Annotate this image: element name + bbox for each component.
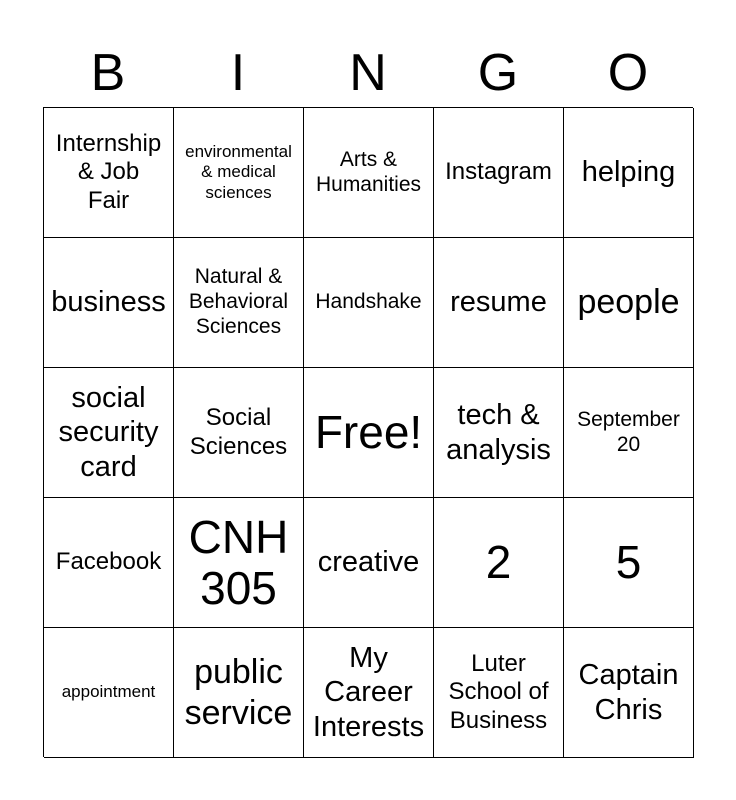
bingo-cell-r2-c4[interactable] [434, 238, 564, 368]
free-space-cell[interactable] [304, 368, 434, 498]
cell-label: tech & analysis [446, 399, 551, 466]
bingo-cell-r1-c2[interactable] [174, 108, 304, 238]
bingo-cell-r1-c4[interactable] [434, 108, 564, 238]
cell-label: Internship & Job Fair [55, 130, 162, 214]
cell-label: Instagram [445, 158, 552, 186]
bingo-cell-r3-c5[interactable] [564, 368, 694, 498]
cell-label: 2 [485, 536, 512, 589]
cell-label: Luter School of Business [448, 650, 549, 734]
bingo-cell-r2-c5[interactable] [564, 238, 694, 368]
cell-label: appointment [61, 682, 156, 702]
bingo-cell-r2-c2[interactable] [174, 238, 304, 368]
cell-label: September 20 [577, 407, 680, 456]
bingo-board [43, 107, 693, 757]
cell-label: environmental & medical sciences [185, 142, 292, 202]
bingo-cell-r5-c3[interactable] [304, 628, 434, 758]
cell-label: CNH 305 [188, 510, 289, 614]
cell-label: Facebook [55, 548, 162, 576]
header-letter-o: O [607, 44, 649, 102]
cell-label: creative [317, 546, 420, 579]
bingo-cell-r3-c1[interactable] [44, 368, 174, 498]
header-letter-b: B [90, 44, 126, 102]
bingo-header [43, 38, 693, 108]
cell-label: Captain Chris [578, 659, 679, 726]
bingo-cell-r1-c5[interactable] [564, 108, 694, 238]
bingo-cell-r2-c1[interactable] [44, 238, 174, 368]
bingo-cell-r1-c3[interactable] [304, 108, 434, 238]
cell-label: social security card [58, 382, 159, 483]
cell-label: Arts & Humanities [315, 147, 422, 196]
bingo-cell-r5-c1[interactable] [44, 628, 174, 758]
cell-label: helping [581, 156, 676, 189]
bingo-cell-r1-c1[interactable] [44, 108, 174, 238]
cell-label: business [51, 286, 166, 319]
cell-label: people [577, 283, 680, 322]
header-letter-g: G [477, 44, 519, 102]
cell-label: Handshake [315, 290, 422, 314]
header-letter-i: I [230, 44, 246, 102]
cell-label: My Career Interests [312, 642, 425, 743]
cell-label: Natural & Behavioral Sciences [188, 265, 289, 338]
bingo-cell-r3-c4[interactable] [434, 368, 564, 498]
bingo-cell-r4-c1[interactable] [44, 498, 174, 628]
cell-label: resume [450, 286, 547, 319]
cell-label: Social Sciences [189, 404, 288, 460]
cell-label: Free! [314, 406, 423, 459]
bingo-cell-r4-c2[interactable] [174, 498, 304, 628]
bingo-cell-r4-c3[interactable] [304, 498, 434, 628]
bingo-cell-r4-c5[interactable] [564, 498, 694, 628]
cell-label: public service [184, 653, 293, 732]
bingo-cell-r5-c2[interactable] [174, 628, 304, 758]
bingo-cell-r2-c3[interactable] [304, 238, 434, 368]
bingo-cell-r4-c4[interactable] [434, 498, 564, 628]
bingo-cell-r5-c5[interactable] [564, 628, 694, 758]
bingo-cell-r3-c2[interactable] [174, 368, 304, 498]
bingo-cell-r5-c4[interactable] [434, 628, 564, 758]
header-letter-n: N [349, 44, 387, 102]
cell-label: 5 [615, 536, 642, 589]
